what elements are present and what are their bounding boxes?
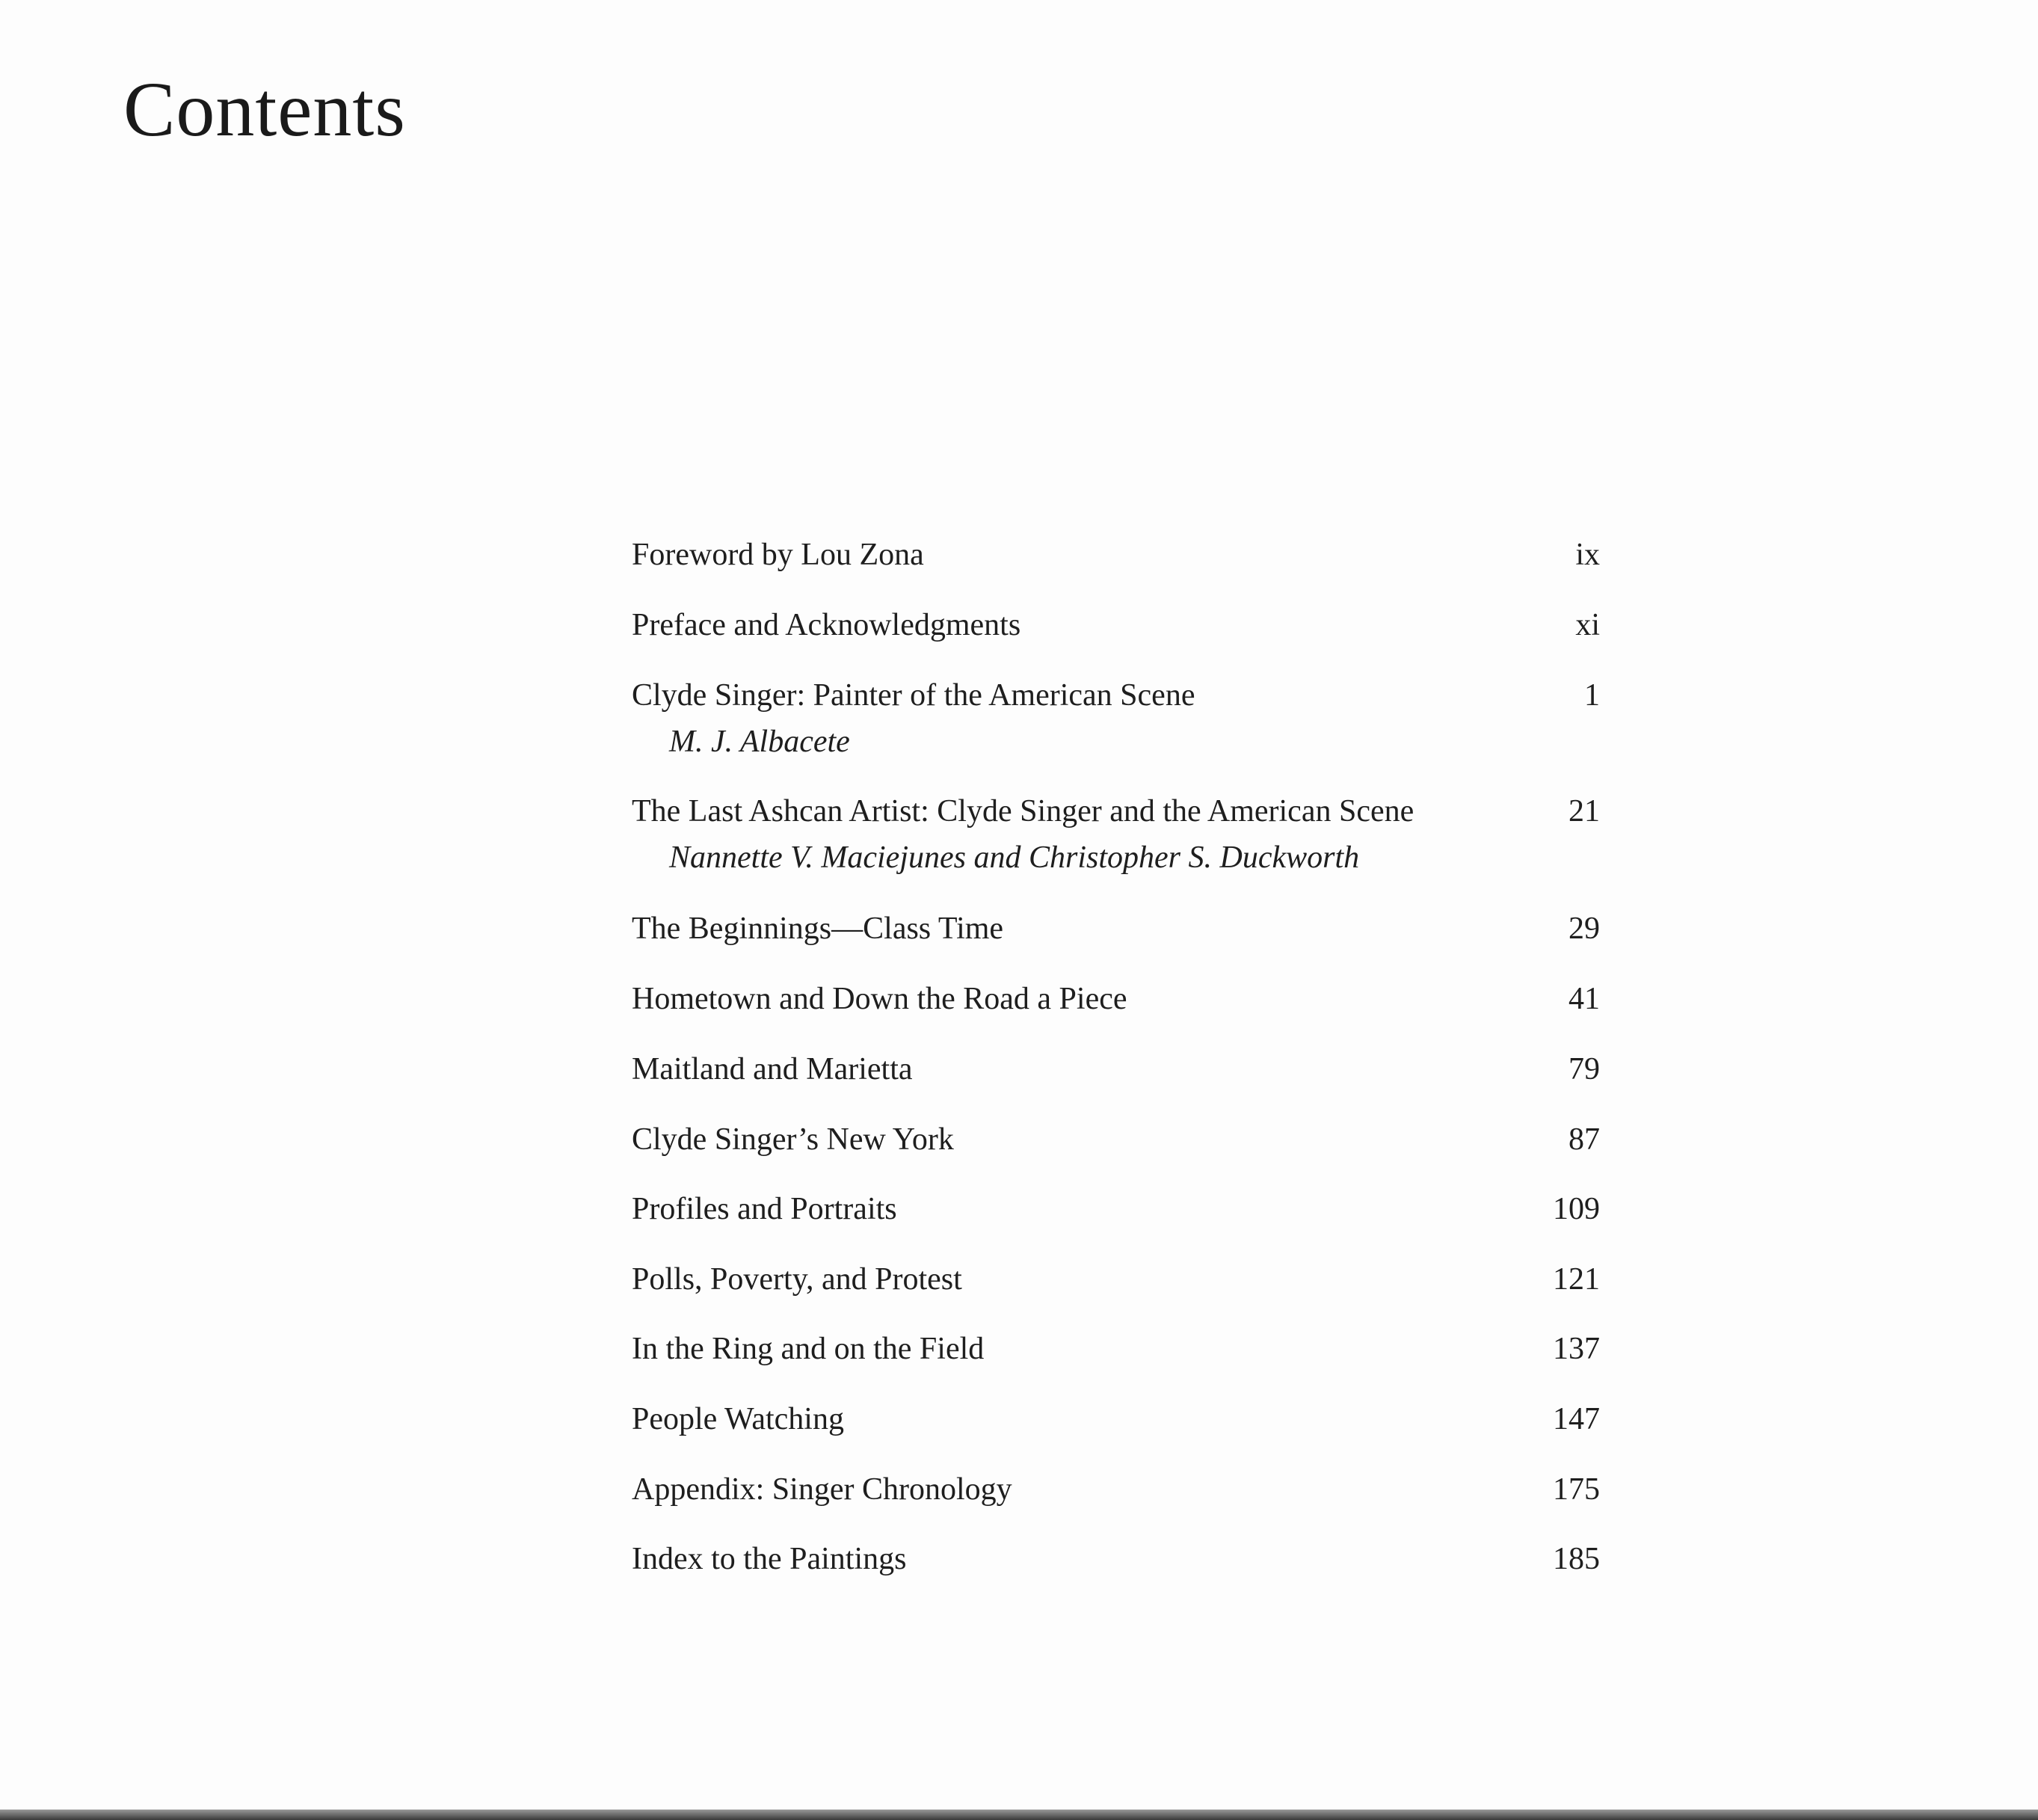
toc-entry-hometown	[632, 977, 1600, 1021]
toc-entry-index	[632, 1537, 1600, 1581]
toc-entry-beginnings	[632, 906, 1600, 951]
toc-entry-title: The Beginnings—Class Time	[632, 911, 1004, 946]
toc-entry-title: In the Ring and on the Field	[632, 1332, 985, 1366]
toc-entry-page: 41	[1568, 982, 1600, 1016]
toc-entry-page: 109	[1553, 1192, 1600, 1226]
toc-entry-foreword	[632, 532, 1600, 577]
toc-entry-author: M. J. Albacete	[669, 725, 850, 759]
toc-entry-page: ix	[1575, 538, 1600, 572]
toc-entry-polls-poverty-protest	[632, 1257, 1600, 1302]
toc-entry-appendix	[632, 1467, 1600, 1512]
toc-entry-page: 21	[1568, 794, 1600, 828]
toc-entry-profiles-portraits	[632, 1187, 1600, 1232]
toc-entry-page: 79	[1568, 1052, 1600, 1086]
toc-entry-maitland-marietta	[632, 1047, 1600, 1092]
toc-entry-title: People Watching	[632, 1402, 844, 1436]
toc-entry-title: The Last Ashcan Artist: Clyde Singer and the American Scene	[632, 794, 1414, 828]
toc-entry-page: xi	[1575, 608, 1600, 642]
toc-entry-people-watching	[632, 1397, 1600, 1442]
page-title: Contents	[123, 67, 406, 153]
toc-entry-title: Polls, Poverty, and Protest	[632, 1262, 962, 1297]
toc-entry-page: 147	[1553, 1402, 1600, 1436]
toc-entry-painter-of-american-scene	[632, 673, 1600, 759]
toc-entry-page: 185	[1553, 1542, 1600, 1576]
toc-entry-page: 175	[1553, 1472, 1600, 1507]
toc-entry-preface	[632, 603, 1600, 648]
toc-entry-title: Preface and Acknowledgments	[632, 608, 1021, 642]
toc-entry-page: 1	[1584, 678, 1600, 713]
toc-entry-title: Foreword by Lou Zona	[632, 538, 924, 572]
toc-entry-title: Appendix: Singer Chronology	[632, 1472, 1012, 1507]
toc-entry-title: Clyde Singer: Painter of the American Scene	[632, 678, 1195, 713]
toc-entry-page: 121	[1553, 1262, 1600, 1297]
toc-entry-page: 29	[1568, 911, 1600, 946]
toc-entry-title: Profiles and Portraits	[632, 1192, 897, 1226]
scan-bottom-edge	[0, 1810, 2038, 1820]
toc-entry-author: Nannette V. Maciejunes and Christopher S. Duckworth	[669, 840, 1360, 875]
toc-entry-page: 87	[1568, 1122, 1600, 1157]
toc-entry-ring-and-field	[632, 1326, 1600, 1371]
toc-entry-title: Maitland and Marietta	[632, 1052, 913, 1086]
toc-entry-page: 137	[1553, 1332, 1600, 1366]
toc-entry-title: Index to the Paintings	[632, 1542, 907, 1576]
toc-entry-title: Clyde Singer’s New York	[632, 1122, 954, 1157]
toc-entry-last-ashcan-artist	[632, 789, 1600, 875]
toc-entry-title: Hometown and Down the Road a Piece	[632, 982, 1127, 1016]
toc-entry-new-york	[632, 1117, 1600, 1162]
